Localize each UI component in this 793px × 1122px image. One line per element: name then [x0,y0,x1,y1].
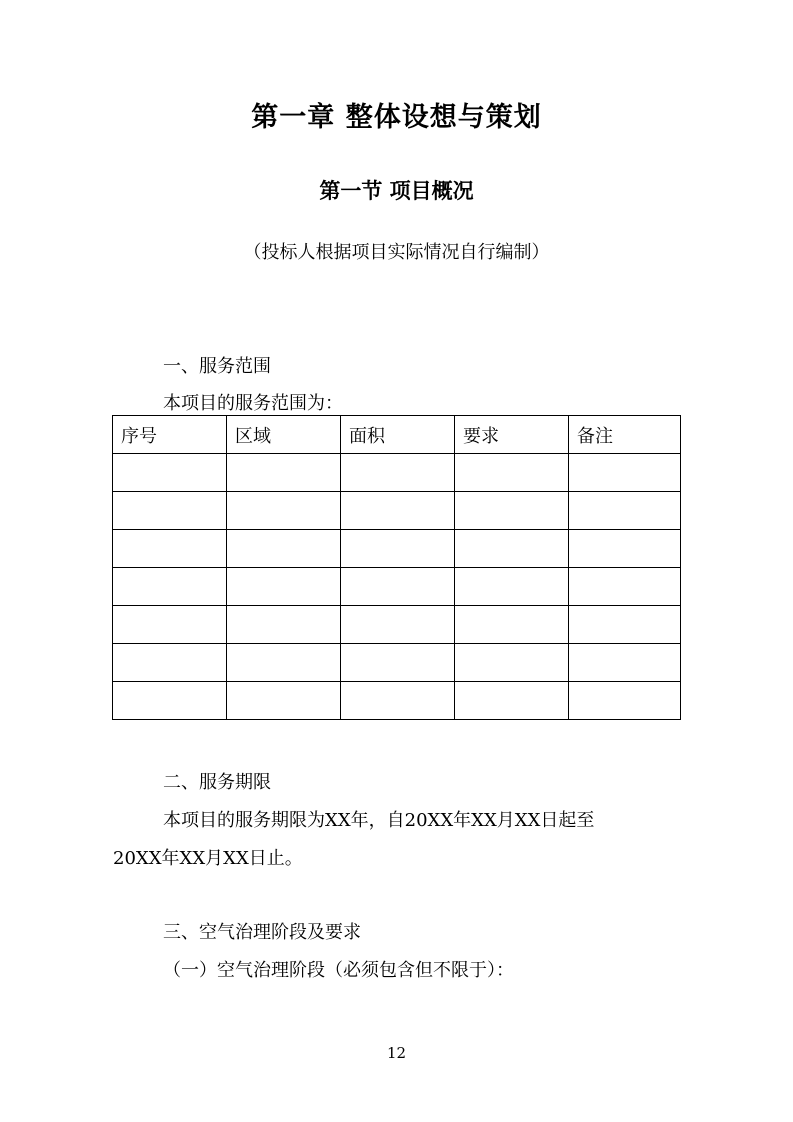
table-cell [455,606,569,644]
table-cell [113,606,227,644]
table-cell [113,682,227,720]
table-cell [341,644,455,682]
table-cell [113,492,227,530]
table-cell [227,682,341,720]
table-cell [341,682,455,720]
column-header-area: 区域 [227,416,341,454]
table-cell [569,644,681,682]
table-cell [455,454,569,492]
table-cell [113,530,227,568]
table-cell [227,530,341,568]
table-cell [455,568,569,606]
table-cell [341,492,455,530]
table-row [113,682,681,720]
table-cell [569,454,681,492]
air-treatment-subheading: （一）空气治理阶段（必须包含但不限于）： [163,960,514,981]
table-header-row [113,416,681,454]
table-row [113,492,681,530]
table-cell [455,492,569,530]
table-cell [227,606,341,644]
table-cell [569,492,681,530]
table-cell [569,530,681,568]
table-cell [569,568,681,606]
table-cell [113,644,227,682]
table-cell [113,454,227,492]
table-cell [227,454,341,492]
table-cell [227,492,341,530]
column-header-requirement: 要求 [455,416,569,454]
table-cell [455,682,569,720]
table-row [113,644,681,682]
air-treatment-heading: 三、空气治理阶段及要求 [163,922,361,943]
column-header-number: 序号 [113,416,227,454]
table-cell [341,454,455,492]
column-header-remarks: 备注 [569,416,681,454]
chapter-title: 第一章 整体设想与策划 [251,102,542,133]
table-cell [341,530,455,568]
table-row [113,454,681,492]
section-title: 第一节 项目概况 [319,178,474,203]
table-cell [455,530,569,568]
table-row [113,606,681,644]
service-period-heading: 二、服务期限 [163,772,271,793]
editing-note: （投标人根据项目实际情况自行编制） [243,242,550,263]
table-cell [569,606,681,644]
table-row [113,530,681,568]
service-scope-table [112,415,681,720]
table-cell [455,644,569,682]
table-cell [227,644,341,682]
service-scope-intro: 本项目的服务范围为： [163,393,343,414]
table-cell [569,682,681,720]
service-period-line-1: 本项目的服务期限为XX年，自20XX年XX月XX日起至 [163,810,595,831]
table-cell [341,606,455,644]
table-cell [341,568,455,606]
service-period-line-2: 20XX年XX月XX日止。 [113,848,303,869]
table-cell [227,568,341,606]
table-cell [113,568,227,606]
page-number: 12 [386,1044,407,1062]
service-scope-heading: 一、服务范围 [163,356,271,377]
table-row [113,568,681,606]
column-header-size: 面积 [341,416,455,454]
